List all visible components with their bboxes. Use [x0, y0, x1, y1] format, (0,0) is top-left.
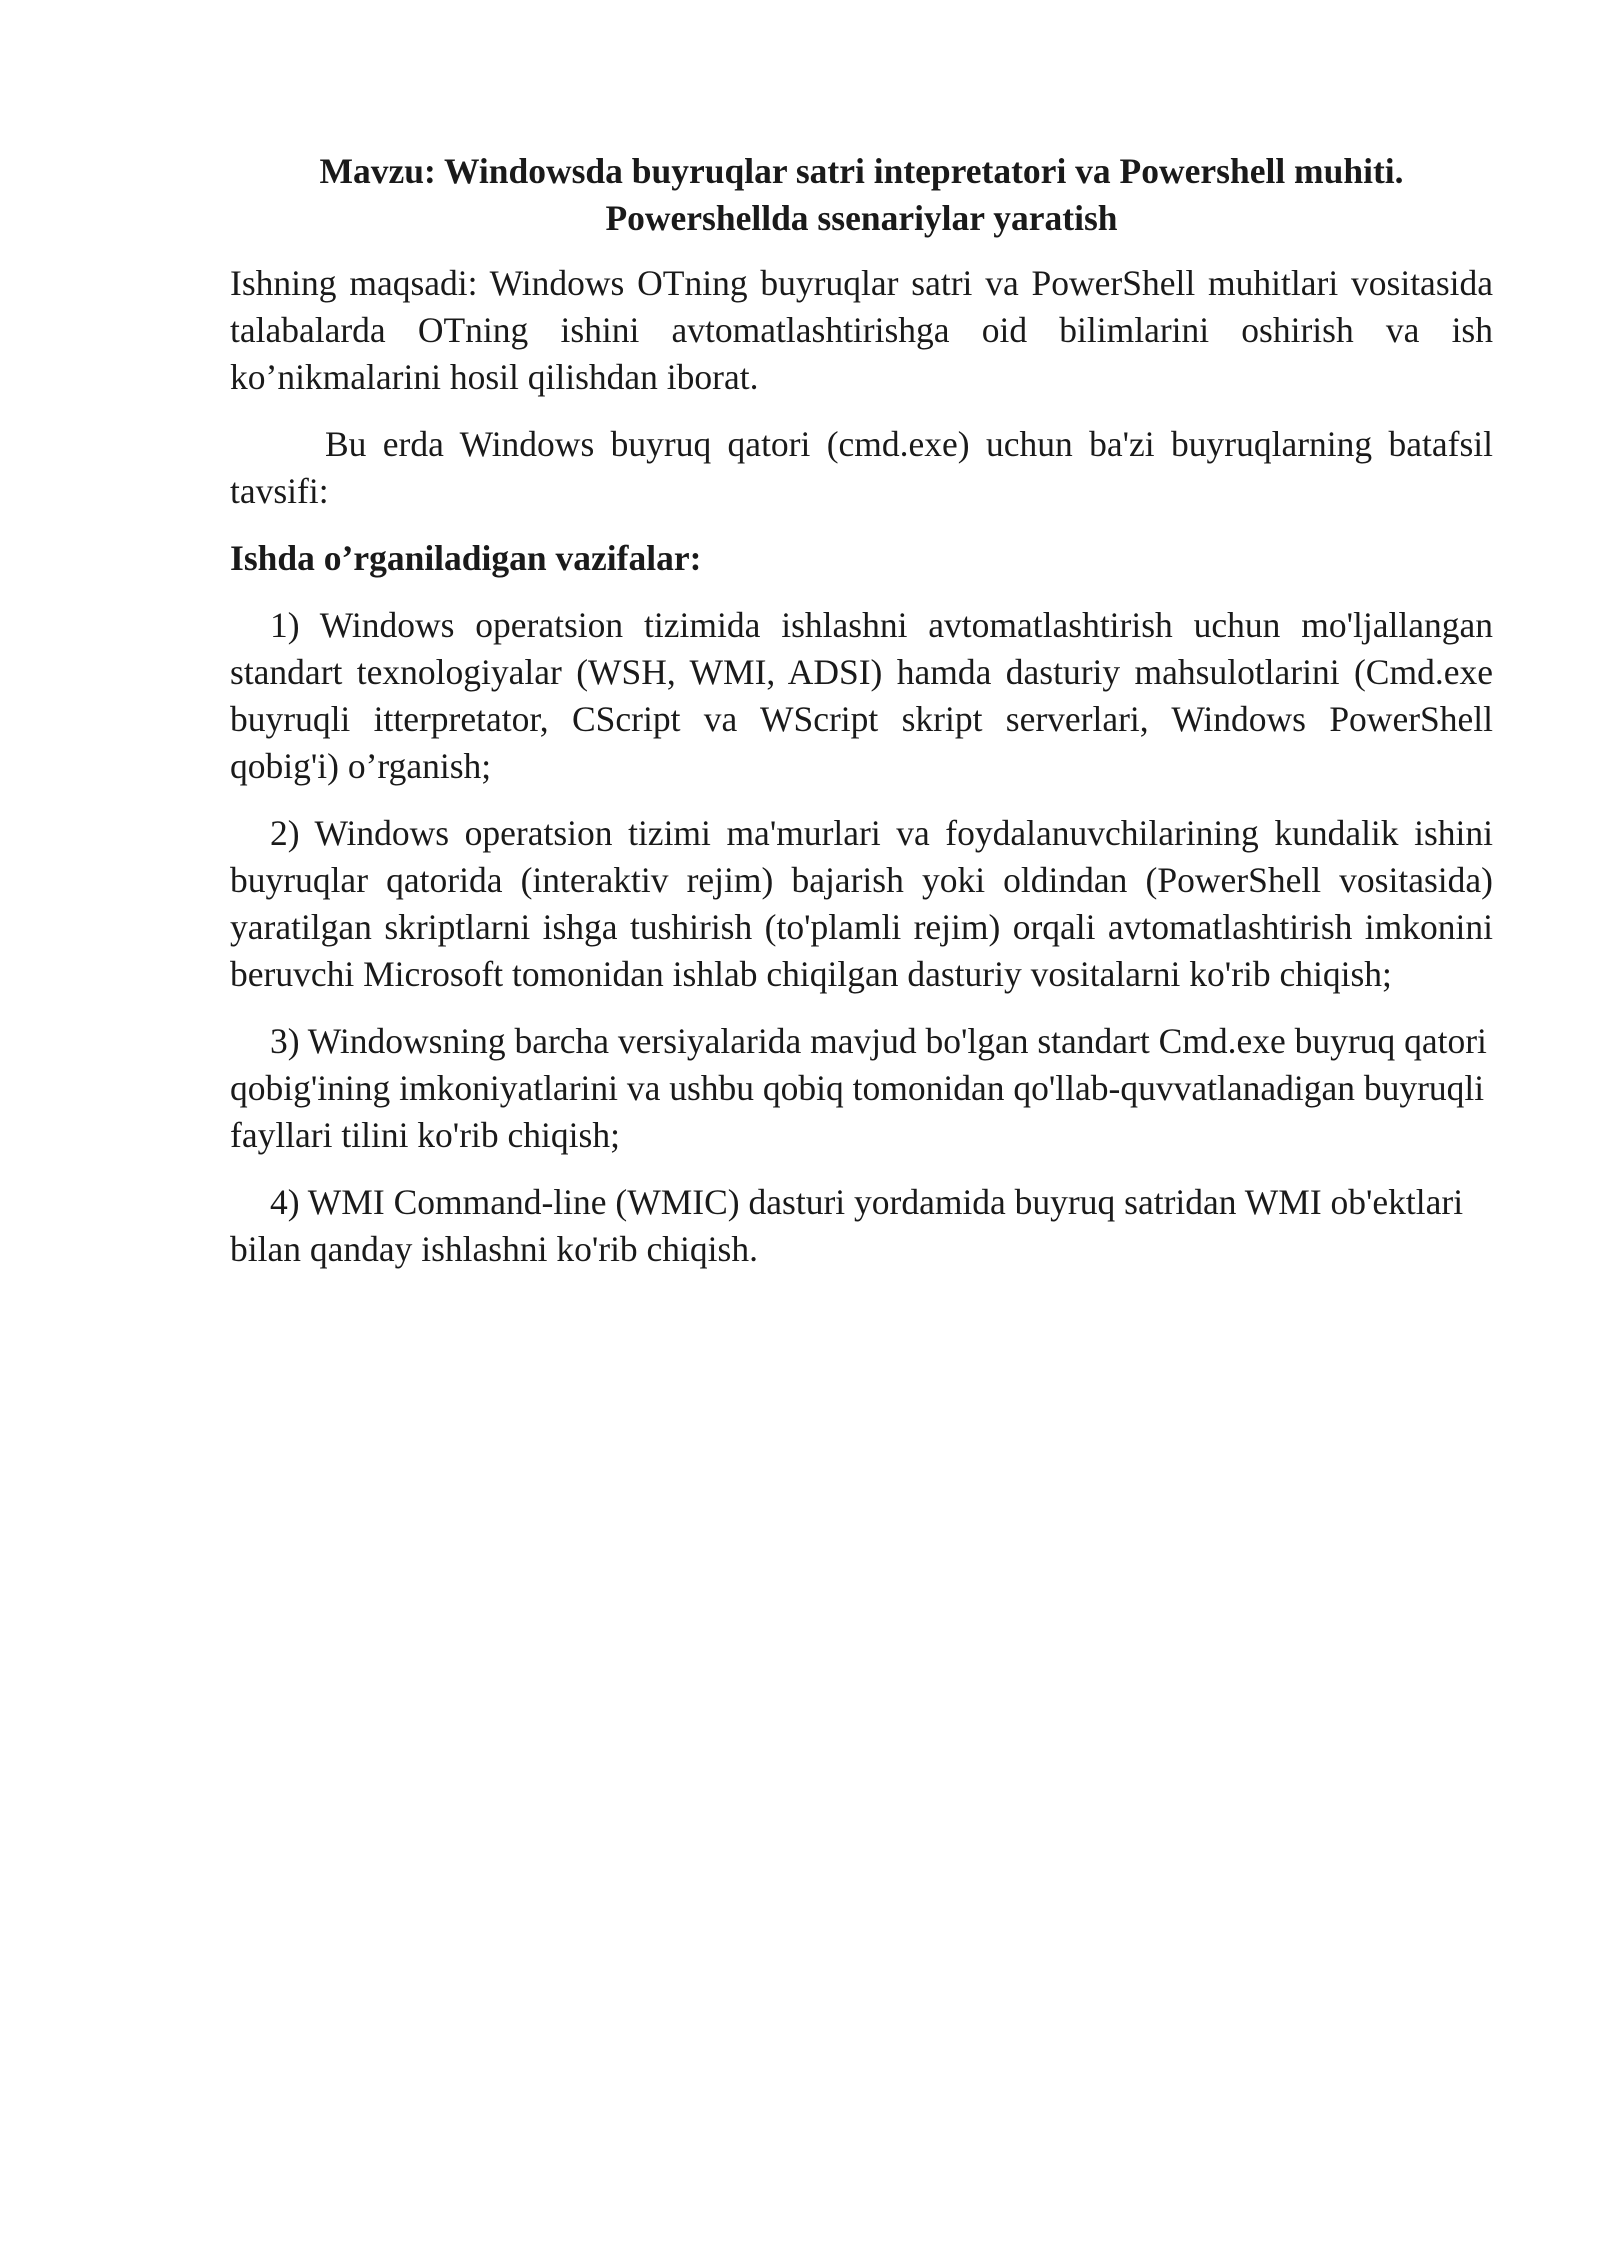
- page-title: [230, 148, 1493, 242]
- title-line-2: Powershellda ssenariylar yaratish: [605, 198, 1118, 238]
- task-item-3: 3) Windowsning barcha versiyalarida mavjud bo'lgan standart Cmd.exe buyruq qatori qobig'ining imkoniyatlarini va ushbu qobiq tomonidan qo'llab-quvvatlanadigan buyruqli fayllari tilini ko'rib chiqish;: [230, 1021, 1487, 1155]
- task-item-1: 1) Windows operatsion tizimida ishlashni avtomatlashtirish uchun mo'ljallangan standart texnologiyalar (WSH, WMI, ADSI) hamda dasturiy mahsulotlarini (Cmd.exe buyruqli itterpretator, CScript va WScript skript serverlari, Windows PowerShell qobig'i) o’rganish;: [230, 605, 1493, 786]
- tasks-heading: Ishda o’rganiladigan vazifalar:: [230, 538, 702, 578]
- intro-paragraph: Bu erda Windows buyruq qatori (cmd.exe) uchun ba'zi buyruqlarning batafsil tavsifi:: [230, 424, 1493, 511]
- task-item-2: 2) Windows operatsion tizimi ma'murlari va foydalanuvchilarining kundalik ishini buyruqlar qatorida (interaktiv rejim) bajarish yoki oldindan (PowerShell vositasida) yaratilgan skriptlarni ishga tushirish (to'plamli rejim) orqali avtomatlashtirish imkonini beruvchi Microsoft tomonidan ishlab chiqilgan dasturiy vositalarni ko'rib chiqish;: [230, 813, 1493, 994]
- document-body: [230, 148, 1493, 1293]
- task-item-4: 4) WMI Command-line (WMIC) dasturi yordamida buyruq satridan WMI ob'ektlari bilan qanday ishlashni ko'rib chiqish.: [230, 1182, 1464, 1269]
- title-line-1: Mavzu: Windowsda buyruqlar satri intepretatori va Powershell muhiti.: [319, 151, 1404, 191]
- goal-paragraph: Ishning maqsadi: Windows OTning buyruqlar satri va PowerShell muhitlari vositasida talabalarda OTning ishini avtomatlashtirishga oid bilimlarini oshirish va ish ko’nikmalarini hosil qilishdan iborat.: [230, 263, 1493, 397]
